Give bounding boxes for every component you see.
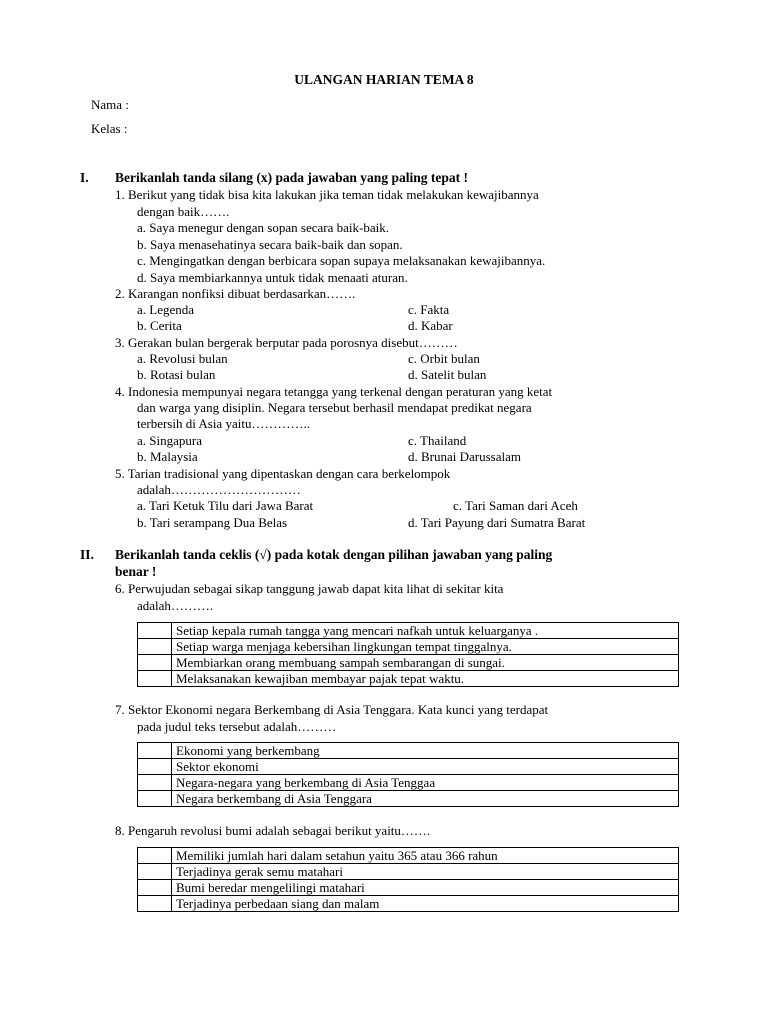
question-4-option-a: a. Singapura bbox=[137, 433, 202, 448]
option-text: Setiap warga menjaga kebersihan lingkungan tempat tinggalnya. bbox=[172, 639, 679, 655]
section2-number: II. bbox=[80, 547, 94, 562]
question-6-line1: 6. Perwujudan sebagai sikap tanggung jawab dapat kita lihat di sekitar kita bbox=[115, 581, 504, 596]
question-5-option-c: c. Tari Saman dari Aceh bbox=[453, 498, 578, 513]
option-text: Terjadinya perbedaan siang dan malam bbox=[172, 896, 679, 912]
table-row bbox=[138, 623, 679, 639]
checkbox-cell[interactable] bbox=[138, 671, 172, 687]
checkbox-cell[interactable] bbox=[138, 623, 172, 639]
question-1-line1: 1. Berikut yang tidak bisa kita lakukan jika teman tidak melakukan kewajibannya bbox=[115, 187, 539, 202]
question-7-line2: pada judul teks tersebut adalah……… bbox=[137, 719, 337, 734]
question-3-option-d: d. Satelit bulan bbox=[408, 367, 487, 382]
option-text: Negara berkembang di Asia Tenggara bbox=[172, 791, 679, 807]
table-row bbox=[138, 655, 679, 671]
table-row bbox=[138, 639, 679, 655]
checkbox-cell[interactable] bbox=[138, 880, 172, 896]
option-text: Ekonomi yang berkembang bbox=[172, 743, 679, 759]
question-8-line1: 8. Pengaruh revolusi bumi adalah sebagai berikut yaitu……. bbox=[115, 823, 431, 838]
question-3-option-c: c. Orbit bulan bbox=[408, 351, 480, 366]
option-text: Negara-negara yang berkembang di Asia Tenggaa bbox=[172, 775, 679, 791]
question-1-option-d: d. Saya membiarkannya untuk tidak menaati aturan. bbox=[137, 270, 408, 285]
question-4-option-b: b. Malaysia bbox=[137, 449, 198, 464]
table-row bbox=[138, 743, 679, 759]
checkbox-cell[interactable] bbox=[138, 743, 172, 759]
question-2-option-b: b. Cerita bbox=[137, 318, 182, 333]
checkbox-cell[interactable] bbox=[138, 864, 172, 880]
section2-instruction-line1: Berikanlah tanda ceklis (√) pada kotak dengan pilihan jawaban yang paling bbox=[115, 547, 553, 562]
checkbox-cell[interactable] bbox=[138, 759, 172, 775]
checkbox-cell[interactable] bbox=[138, 791, 172, 807]
question-6-answer-table bbox=[137, 622, 679, 687]
question-5-option-b: b. Tari serampang Dua Belas bbox=[137, 515, 288, 530]
question-4-option-d: d. Brunai Darussalam bbox=[408, 449, 522, 464]
option-text: Sektor ekonomi bbox=[172, 759, 679, 775]
question-5-option-d: d. Tari Payung dari Sumatra Barat bbox=[408, 515, 586, 530]
question-3-option-b: b. Rotasi bulan bbox=[137, 367, 216, 382]
nama-label: Nama : bbox=[91, 97, 129, 112]
question-8-answer-table bbox=[137, 847, 679, 912]
question-2-option-a: a. Legenda bbox=[137, 302, 195, 317]
question-3-line1: 3. Gerakan bulan bergerak berputar pada porosnya disebut……… bbox=[115, 335, 458, 350]
option-text: Setiap kepala rumah tangga yang mencari nafkah untuk keluarganya . bbox=[172, 623, 679, 639]
option-text: Membiarkan orang membuang sampah sembarangan di sungai. bbox=[172, 655, 679, 671]
question-7-answer-table bbox=[137, 742, 679, 807]
question-6-line2: adalah………. bbox=[137, 598, 214, 613]
table-row bbox=[138, 864, 679, 880]
question-4-option-c: c. Thailand bbox=[408, 433, 467, 448]
checkbox-cell[interactable] bbox=[138, 896, 172, 912]
question-1-option-b: b. Saya menasehatinya secara baik-baik dan sopan. bbox=[137, 237, 403, 252]
question-4-line3: terbersih di Asia yaitu………….. bbox=[137, 416, 310, 431]
section1-number: I. bbox=[80, 170, 89, 185]
option-text: Melaksanakan kewajiban membayar pajak tepat waktu. bbox=[172, 671, 679, 687]
section2-instruction-line2: benar ! bbox=[115, 564, 157, 579]
table-row bbox=[138, 848, 679, 864]
checkbox-cell[interactable] bbox=[138, 775, 172, 791]
question-1-option-c: c. Mengingatkan dengan berbicara sopan supaya melaksanakan kewajibannya. bbox=[137, 253, 546, 268]
question-5-option-a: a. Tari Ketuk Tilu dari Jawa Barat bbox=[137, 498, 314, 513]
table-row bbox=[138, 791, 679, 807]
checkbox-cell[interactable] bbox=[138, 639, 172, 655]
option-text: Bumi beredar mengelilingi matahari bbox=[172, 880, 679, 896]
question-2-option-d: d. Kabar bbox=[408, 318, 453, 333]
table-row bbox=[138, 759, 679, 775]
question-2-option-c: c. Fakta bbox=[408, 302, 450, 317]
question-3-option-a: a. Revolusi bulan bbox=[137, 351, 228, 366]
table-row bbox=[138, 896, 679, 912]
checkbox-cell[interactable] bbox=[138, 655, 172, 671]
question-5-line2: adalah………………………… bbox=[137, 482, 301, 497]
question-5-line1: 5. Tarian tradisional yang dipentaskan dengan cara berkelompok bbox=[115, 466, 451, 481]
page-title: ULANGAN HARIAN TEMA 8 bbox=[294, 72, 474, 87]
table-row bbox=[138, 880, 679, 896]
question-1-option-a: a. Saya menegur dengan sopan secara baik-baik. bbox=[137, 220, 389, 235]
table-row bbox=[138, 671, 679, 687]
question-4-line2: dan warga yang disiplin. Negara tersebut berhasil mendapat predikat negara bbox=[137, 400, 532, 415]
section1-instruction: Berikanlah tanda silang (x) pada jawaban yang paling tepat ! bbox=[115, 170, 468, 185]
table-row bbox=[138, 775, 679, 791]
question-7-line1: 7. Sektor Ekonomi negara Berkembang di Asia Tenggara. Kata kunci yang terdapat bbox=[115, 702, 549, 717]
option-text: Terjadinya gerak semu matahari bbox=[172, 864, 679, 880]
checkbox-cell[interactable] bbox=[138, 848, 172, 864]
question-2-line1: 2. Karangan nonfiksi dibuat berdasarkan……. bbox=[115, 286, 356, 301]
option-text: Memiliki jumlah hari dalam setahun yaitu 365 atau 366 rahun bbox=[172, 848, 679, 864]
question-4-line1: 4. Indonesia mempunyai negara tetangga yang terkenal dengan peraturan yang ketat bbox=[115, 384, 553, 399]
question-1-line2: dengan baik……. bbox=[137, 204, 230, 219]
kelas-label: Kelas : bbox=[91, 121, 128, 136]
